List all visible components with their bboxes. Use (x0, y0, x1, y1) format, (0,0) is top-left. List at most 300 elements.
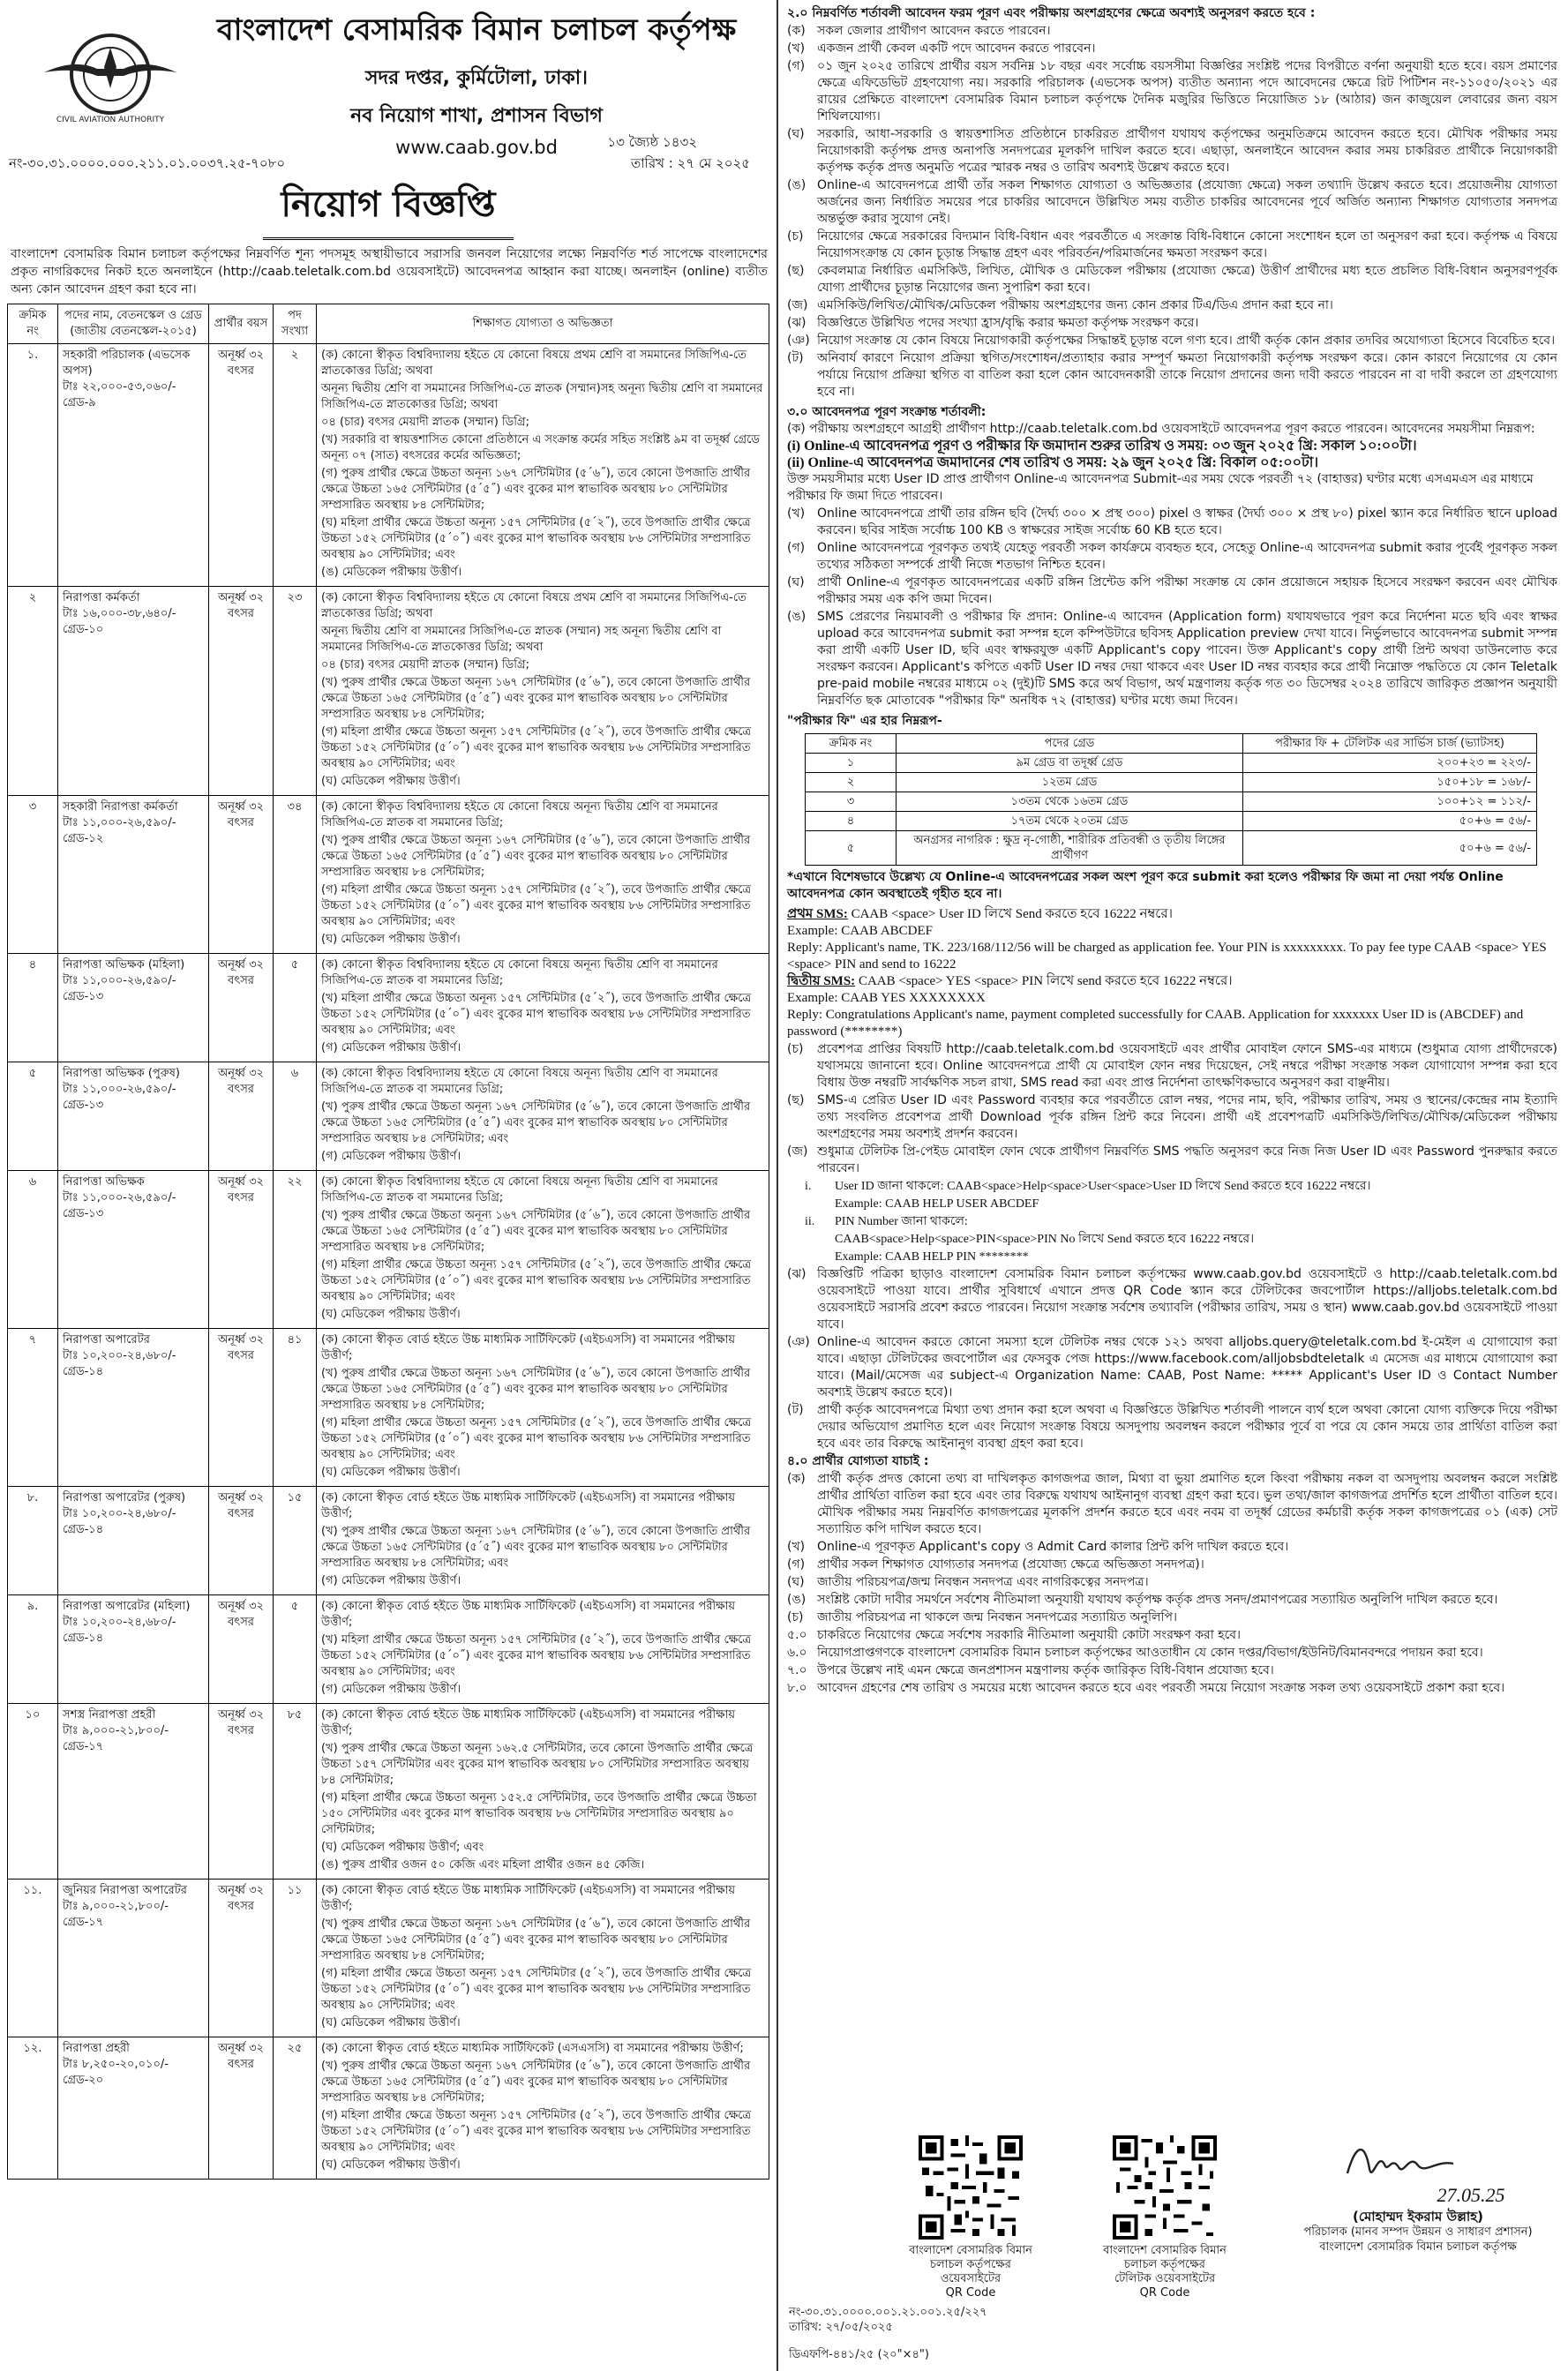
cell-age: অনূর্ধ্ব ৩২ বৎসর (209, 344, 274, 587)
requirement-line: (খ) পুরুষ প্রার্থীর ক্ষেত্রে উচ্চতা অনূন্য ১৬৭ সেন্টিমিটার (৫´৬˝), তবে কোনো উপজাতি প্রার্থীর ক্ষেত্রে উচ্চতা ১৬৫ সেন্টিমিটার (৫´৫˝) এবং বুকের মাপ স্বাভাবিক অবস্থায় ৮০ সেন্টিমিটার সম্প্রসারিত অবস্থায় ৮৪ সেন্টিমিটার; (321, 1917, 751, 1962)
requirement-line: (ঙ) মেডিকেল পরীক্ষায় উত্তীর্ণ। (321, 566, 462, 579)
condition-item-marker: (ট) (787, 351, 804, 365)
requirement-line: (খ) মহিলা প্রার্থীর ক্ষেত্রে উচ্চতা অনূন্য ১৫৭ সেন্টিমিটার (৫´২˝), তবে উপজাতি প্রার্থীর ক্ষেত্রে উচ্চতা ১৫২ সেন্টিমিটার (৫´০˝) এবং বুকের মাপ স্বাভাবিক অবস্থায় ৮৬ সেন্টিমিটার সম্প্রসারিত অবস্থায় ৯০ সেন্টিমিটার; এবং (321, 1633, 752, 1678)
info-item (787, 1092, 1557, 1143)
cell-post (58, 796, 209, 954)
qr-website-caption-3: ওয়েবসাইটের (940, 2272, 1002, 2285)
table-row (8, 954, 769, 1062)
requirement-line: (গ) মহিলা প্রার্থীর ক্ষেত্রে উচ্চতা অনূন্য ১৫৭ সেন্টিমিটার (৫´২˝), তবে উপজাতি প্রার্থীর ক্ষেত্রে উচ্চতা ১৫২ সেন্টিমিটার (৫´০˝) এবং বুকের মাপ স্বাভাবিক অবস্থায় ৮৬ সেন্টিমিটার সম্প্রসারিত অবস্থায় ৯০ সেন্টিমিটার; এবং (321, 1258, 752, 1303)
online-start-date: (i) Online-এ আবেদনপত্র পূরণ ও পরীক্ষার ফি জমাদান শুরুর তারিখ ও সময়: ০৩ জুন ২০২৫ খ্রি: সকাল ১০:০০টা। (787, 439, 1417, 454)
clause-item (787, 1680, 1557, 1697)
recover-item-marker (805, 1231, 835, 1248)
fee-grade: ১৭তম থেকে ২০তম গ্রেড (897, 812, 1243, 831)
org-name: বাংলাদেশ বেসামরিক বিমান চলাচল কর্তৃপক্ষ (216, 12, 737, 48)
fee-grade: ১২তম গ্রেড (897, 773, 1243, 792)
verify-item-marker: (ঘ) (787, 1575, 805, 1589)
info-item-marker: (জ) (787, 1144, 808, 1159)
cell-requirements (317, 1171, 769, 1329)
requirement-line: (ঙ) পুরুষ প্রার্থীর ওজন ৫০ কেজি এবং মহিলা প্রার্থীর ওজন ৪৫ কেজি। (321, 1858, 645, 1872)
cell-count: ৪১ (274, 1329, 317, 1487)
cell-age: অনূর্ধ্ব ৩২ বৎসর (209, 1595, 274, 1704)
info-item-marker: (ট) (787, 1403, 804, 1417)
post-grade: গ্রেড-১৪ (63, 1365, 104, 1378)
clause-item-marker: ৭.০ (787, 1663, 807, 1677)
org-address: সদর দপ্তর, কুর্মিটোলা, ঢাকা। (365, 67, 588, 89)
table-row (8, 2037, 769, 2180)
cell-serial: ১২. (8, 2037, 58, 2180)
cell-age: অনূর্ধ্ব ৩২ বৎসর (209, 1062, 274, 1171)
condition-item-marker: (জ) (787, 298, 808, 312)
requirement-line: (ঘ) মেডিকেল পরীক্ষায় উত্তীর্ণ। (321, 775, 461, 788)
post-grade: গ্রেড-১০ (63, 623, 104, 636)
fee-note: *এখানে বিশেষভাবে উল্লেখ্য যে Online-এ আবেদনপত্রের সকল অংশ পূরণ করে submit করা হলেও পরীক্ষার ফি জমা না দেয়া পর্যন্ত Online আবেদনপত্র কোন অবস্থাতেই গৃহীত হবে না। (787, 870, 1504, 901)
cell-post (58, 1171, 209, 1329)
verify-section (778, 1453, 1568, 1697)
fee-header-grade: পদের গ্রেড (897, 734, 1243, 754)
condition-item-marker: (চ) (787, 229, 804, 244)
online-item-text: প্রার্থী Online-এ পূরণকৃত আবেদনপত্রের একটি রঙ্গিন প্রিন্টেড কপি পরীক্ষা সংক্রান্ত যে কোন প্রয়োজনে সহায়ক হিসেবে সংরক্ষণ করবেন এবং মৌখিক পরীক্ষার সময় এক কপি জমা দিবেন। (817, 575, 1557, 606)
requirement-line: (গ) মেডিকেল পরীক্ষায় উত্তীর্ণ। (321, 1150, 461, 1163)
signature-date: 27.05.25 (1437, 2184, 1505, 2206)
post-name: নিরাপত্তা কর্মকর্তা (63, 591, 140, 604)
sms-reply-2: Reply: Congratulations Applicant's name, payment completed successfully for CAAB. Application for xxxxxxx User ID is (ABCDEF) and password (********) (787, 1008, 1524, 1039)
post-grade: গ্রেড-১৪ (63, 1523, 104, 1536)
posts-table (7, 304, 769, 2180)
cell-count: ৬ (274, 1062, 317, 1171)
cell-post (58, 954, 209, 1062)
cell-serial: ১. (8, 344, 58, 587)
fee-serial: ১ (806, 754, 897, 773)
cell-count: ৮৫ (274, 1704, 317, 1880)
requirement-line: (ঘ) মেডিকেল পরীক্ষায় উত্তীর্ণ। (321, 2016, 461, 2030)
online-heading: ৩.০ আবেদনপত্র পূরণ সংক্রান্ত শর্তাবলী: (787, 405, 987, 419)
info-item-text: প্রবেশপত্র প্রাপ্তির বিষয়টি http://caab.teletalk.com.bd ওয়েবসাইটে এবং প্রার্থীর মোবাইল ফোনে SMS-এর মাধ্যমে (শুধুমাত্র যোগ্য প্রার্থীদেরকে) যথাসময়ে জানানো হবে। Online আবেদনপত্রে প্রার্থী যে মোবাইল ফোন নম্বর দিয়েছেন, সেই নম্বরে পরীক্ষা সংক্রান্ত সকল যোগাযোগ সম্পন্ন করা হবে বিধায় উক্ত নম্বরটি সার্বক্ষণিক সচল রাখা, SMS read করা এবং প্রাপ্ত নির্দেশনা তাৎক্ষণিকভাবে অনুসরণ করা বাঞ্ছনীয়। (817, 1042, 1558, 1090)
date-bangla: ১৩ জ্যৈষ্ঠ ১৪৩২ (607, 134, 697, 150)
cell-serial: ৮. (8, 1487, 58, 1595)
cell-post (58, 1595, 209, 1704)
post-grade: গ্রেড-১৪ (63, 1632, 104, 1645)
condition-item-text: অনিবার্য কারণে নিয়োগ প্রক্রিয়া স্থগিত/সংশোধন/প্রত্যাহার করার সম্পূর্ণ ক্ষমতা নিয়োগকারী কর্তৃপক্ষ সংরক্ষণ করে। কোন কারণে নিয়োগের যে কোন পর্যায়ে নিয়োগ প্রক্রিয়া স্থগিত বা বাতিল করা হলে কোন আবেদনকারী তাকে নিয়োগ প্রদানের জন্য দাবী করতে পারবেন না বা দাবী করলে তা গ্রহণযোগ্য হবে না। (817, 351, 1557, 399)
table-row (8, 1704, 769, 1880)
cell-serial: ১১. (8, 1880, 58, 2037)
condition-item (787, 263, 1557, 296)
dfp-code: ডিএফপি-৪৪১/২৫ (২০"×৪") (789, 2348, 929, 2361)
verify-item-text: জাতীয় পরিচয়পত্র/জন্ম নিবন্ধন সনদপত্র এবং নাগরিকত্বের সনদপত্র। (817, 1575, 1149, 1589)
fee-amount: ৫০+৬ = ৫৬/- (1243, 812, 1537, 831)
table-row (8, 1329, 769, 1487)
requirement-line: (খ) পুরুষ প্রার্থীর ক্ষেত্রে উচ্চতা অনূন্য ১৬৭ সেন্টিমিটার (৫´৬˝), তবে কোনো উপজাতি প্রার্থীর ক্ষেত্রে উচ্চতা ১৬৫ সেন্টিমিটার (৫´৫˝) এবং বুকের মাপ স্বাভাবিক অবস্থায় ৮০ সেন্টিমিটার সম্প্রসারিত অবস্থায় ৮৪ সেন্টিমিটার; (321, 834, 751, 879)
condition-item-text: একজন প্রার্থী কেবল একটি পদে আবেদন করতে পারবেন। (817, 41, 1096, 56)
cell-requirements (317, 344, 769, 587)
clause-item (787, 1662, 1557, 1679)
cell-count: ১১ (274, 1880, 317, 2037)
posts-table-header (8, 304, 769, 344)
cell-count: ১৫ (274, 1487, 317, 1595)
recover-item-marker: ii. (805, 1215, 815, 1228)
cell-age: অনূর্ধ্ব ৩২ বৎসর (209, 954, 274, 1062)
info-item-text: প্রার্থী কর্তৃক আবেদনপত্রে মিথ্যা তথ্য প্রদান করা হলে অথবা এ বিজ্ঞপ্তিতে উল্লিখিত শর্তাবলী পালনে ব্যর্থ হলে অথবা কোনো যোগ্য ব্যক্তিকে দিয়ে পরীক্ষা দেয়ার অভিযোগ প্রমাণিত হলে এবং নিয়োগ সংক্রান্ত বিষয়ে অসদুপায় অবলম্বন করলে পরীক্ষার পূর্বে বা পরে যে কোন সময়ে তার প্রার্থিতা বাতিল করা হবে এবং তার বিরুদ্ধে আইনানুগ ব্যবস্থা গ্রহণ করা হবে। (817, 1403, 1557, 1451)
condition-item (787, 315, 1557, 332)
more-list-2 (787, 1266, 1557, 1452)
cell-count: ৫ (274, 1595, 317, 1704)
clause-item-marker: ৮.০ (787, 1681, 807, 1695)
fee-grade: ১৩তম থেকে ১৬তম গ্রেড (897, 792, 1243, 812)
cell-age: অনূর্ধ্ব ৩২ বৎসর (209, 1171, 274, 1329)
requirement-line: (ঘ) মেডিকেল পরীক্ষায় উত্তীর্ণ। (321, 933, 461, 946)
verify-item-marker: (গ) (787, 1557, 806, 1572)
fee-row (806, 831, 1537, 866)
cell-requirements (317, 2037, 769, 2180)
requirement-line: (খ) সরকারি বা স্বায়ত্তশাসিত কোনো প্রতিষ্ঠানে এ সংক্রান্ত কর্মের সহিত সংশ্লিষ্ট ৯ম বা তদূর্ধ্ব গ্রেডে অনূন্য ০৭ (সাত) বৎসরের কর্মের অভিজ্ঞতা; (321, 433, 760, 462)
requirement-line: (ক) কোনো স্বীকৃত বোর্ড হইতে উচ্চ মাধ্যমিক সার্টিফিকেট (এইচএসসি) বা সমমানের পরীক্ষায় উত্তীর্ণ; (321, 1600, 736, 1629)
verify-item (787, 1574, 1557, 1591)
qr-teletalk-caption-1: বাংলাদেশ বেসামরিক বিমান (1103, 2244, 1227, 2257)
post-name: নিরাপত্তা অপারেটর (মহিলা) (63, 1600, 191, 1613)
cell-serial: ৩ (8, 796, 58, 954)
fee-table (805, 733, 1537, 866)
post-grade: গ্রেড-১৩ (63, 990, 104, 1003)
post-grade: গ্রেড-১৭ (63, 1916, 104, 1929)
condition-item-marker: (গ) (787, 59, 806, 73)
cell-serial: ৪ (8, 954, 58, 1062)
info-item-marker: (ঝ) (787, 1267, 807, 1281)
recover-list (805, 1178, 1557, 1265)
post-name: জুনিয়র নিরাপত্তা অপারেটর (63, 1884, 187, 1897)
condition-item-marker: (ক) (787, 24, 806, 38)
clause-item-marker: ৫.০ (787, 1628, 807, 1642)
memo-date: তারিখ: ২৭/০৫/২০২৫ (789, 2321, 893, 2334)
condition-item-text: নিয়োগ সংক্রান্ত যে কোন বিষয়ে নিয়োগকারী কর্তৃপক্ষের সিদ্ধান্তই চূড়ান্ত বলে গণ্য হবে। প্রার্থী কর্তৃক কোন প্রকার তদবির অযোগ্যতা হিসেবে বিবেচিত হবে। (817, 334, 1556, 348)
cell-requirements (317, 1062, 769, 1171)
info-item (787, 1402, 1557, 1452)
post-scale: টাঃ ৯,০০০-২১,৮০০/- (63, 1724, 169, 1737)
requirement-line: (ক) কোনো স্বীকৃত বিশ্ববিদ্যালয় হইতে যে কোনো বিষয়ে অনূন্য দ্বিতীয় শ্রেণি বা সমমানের সিজিপিএ-তে স্নাতক বা সমমানের ডিগ্রি; (321, 1067, 718, 1096)
fee-heading: "পরীক্ষার ফি" এর হার নিম্নরূপ- (787, 714, 942, 728)
requirement-line: (খ) পুরুষ প্রার্থীর ক্ষেত্রে উচ্চতা অনূন্য ১৬৭ সেন্টিমিটার (৫´৬˝), তবে কোনো উপজাতি প্রার্থীর ক্ষেত্রে উচ্চতা ১৬৫ সেন্টিমিটার (৫´৫˝) এবং বুকের মাপ স্বাভাবিক অবস্থায় ৮০ সেন্টিমিটার সম্প্রসারিত অবস্থায় ৮৪ সেন্টিমিটার; (321, 2060, 751, 2105)
header-age: প্রার্থীর বয়স (209, 304, 274, 344)
recover-item-text: User ID জানা থাকলে: CAAB<space>Help<space>User<space>User ID লিখে Send করতে হবে 16222 নম্বরে। (835, 1180, 1371, 1193)
sms-second-label: দ্বিতীয় SMS: (787, 974, 856, 988)
header-qualification: শিক্ষাগত যোগ্যতা ও অভিজ্ঞতা (317, 304, 769, 344)
requirement-line: (ক) কোনো স্বীকৃত বোর্ড হইতে উচ্চ মাধ্যমিক সার্টিফিকেট (এইচএসসি) বা সমমানের পরীক্ষায় উত্তীর্ণ; (321, 1708, 736, 1737)
sms-first-label: প্রথম SMS: (787, 907, 848, 921)
requirement-line: (খ) পুরুষ প্রার্থীর ক্ষেত্রে উচ্চতা অনূন্য ১৬৭ সেন্টিমিটার (৫´৬˝), তবে কোনো উপজাতি প্রার্থীর ক্ষেত্রে উচ্চতা ১৬৫ সেন্টিমিটার (৫´৫˝) এবং বুকের মাপ স্বাভাবিক অবস্থায় ৮০ সেন্টিমিটার সম্প্রসারিত অবস্থায় ৮৪ সেন্টিমিটার; এবং (321, 1100, 751, 1145)
conditions-heading: ২.০ নিম্নবর্ণিত শর্তাবলী আবেদন ফরম পূরণ এবং পরীক্ষায় অংশগ্রহণের ক্ষেত্রে অবশ্যই অনুসরণ করতে হবে : (787, 6, 1316, 20)
sms-section (778, 906, 1568, 1040)
cell-requirements (317, 587, 769, 796)
recover-item-text: Example: CAAB HELP USER ABCDEF (835, 1197, 1039, 1211)
recover-item-text: Example: CAAB HELP PIN ******** (835, 1250, 1029, 1264)
page-title: নিয়োগ বিজ্ঞপ্তি (263, 176, 513, 240)
recover-item-marker (805, 1249, 835, 1265)
online-end-date: (ii) Online-এ আবেদনপত্র জমাদানের শেষ তারিখ ও সময়: ২৯ জুন ২০২৫ খ্রি: বিকাল ০৫:০০টা। (787, 455, 1319, 470)
cell-age: অনূর্ধ্ব ৩২ বৎসর (209, 796, 274, 954)
sms-example-2: Example: CAAB YES XXXXXXXX (787, 991, 986, 1005)
post-scale: টাঃ ১০,২০০-২৪,৬৮০/- (63, 1349, 176, 1362)
info-item-text: Online-এ আবেদন করতে কোনো সমস্যা হলে টেলিটক নম্বর থেকে ১২১ অথবা alljobs.query@teletalk.com.bd ই-মেইল এ যোগাযোগ করা যাবে। এছাড়া টেলিটকের জবপোর্টাল এর ফেসবুক পেজ https://www.facebook.com/alljobsbdteletalk এ মেসেজ এর মাধ্যমে যোগাযোগ করা যাবে। (Mail/মেসেজ এর subject-এ Organization Name: CAAB, Post Name: ***** Applicant's User ID ও Contact Number অবশ্যই উল্লেখ করতে হবে)। (817, 1335, 1557, 1399)
qr-teletalk-caption-2: চলাচল কর্তৃপক্ষের (1124, 2258, 1205, 2271)
cell-post (58, 2037, 209, 2180)
post-name: সশস্ত্র নিরাপত্তা প্রহরী (63, 1708, 156, 1722)
condition-item-text: Online-এ আবেদনপত্রে প্রার্থী তাঁর সকল শিক্ষাগত যোগ্যতা ও অভিজ্ঞতার (প্রযোজ্য ক্ষেত্রে) সকল তথ্যাদি উল্লেখ করতে হবে। প্রয়োজনীয় যোগ্যতা অর্জনের জন্য নির্ধারিত সময়ের পরে চাকরির আবেদনে উল্লিখিত সময় ব্যতীত চাকরির আবেদনের পূর্বে অর্জিত অন্যান্য শিক্ষাগত যোগ্যতার সনদপত্র অন্তর্ভুক্ত করার সুযোগ নেই। (817, 178, 1558, 226)
condition-item-text: নিয়োগের ক্ষেত্রে সরকারের বিদ্যমান বিধি-বিধান এবং পরবর্তীতে এ সংক্রান্ত বিধি-বিধানে কোনো সংশোধন হলে তা অনুসরণ করা হবে। কর্তৃপক্ষ এ বিষয়ে নিয়োগসংক্রান্ত যে কোন চূড়ান্ত সিদ্ধান্ত গ্রহণ এবং পরিবর্তন/পরিমার্জনের ক্ষমতা সংরক্ষণ করে। (817, 229, 1557, 260)
requirement-line: (ক) কোনো স্বীকৃত বিশ্ববিদ্যালয় হইতে যে কোনো বিষয়ে প্রথম শ্রেণি বা সমমানের সিজিপিএ-তে স্নাতকোত্তর ডিগ্রি; অথবা (321, 591, 746, 620)
cell-age: অনূর্ধ্ব ৩২ বৎসর (209, 2037, 274, 2180)
fee-header-serial: ক্রমিক নং (806, 734, 897, 754)
cell-requirements (317, 1704, 769, 1880)
recover-item (805, 1231, 1557, 1248)
table-row (8, 1595, 769, 1704)
condition-item (787, 41, 1557, 57)
cell-serial: ৯. (8, 1595, 58, 1704)
fee-amount: ১৫০+১৮ = ১৬৮/- (1243, 773, 1537, 792)
table-row (8, 1880, 769, 2037)
condition-item-marker: (ঝ) (787, 316, 807, 330)
online-item-marker: (খ) (787, 506, 806, 521)
requirement-line: (গ) পুরুষ প্রার্থীর ক্ষেত্রে উচ্চতা অনূন্য ১৬৭ সেন্টিমিটার (৫´৬˝), তবে কোনো উপজাতি প্রার্থীর ক্ষেত্রে উচ্চতা ১৬৫ সেন্টিমিটার (৫´৫˝) এবং বুকের মাপ স্বাভাবিক অবস্থায় ৮০ সেন্টিমিটার সম্প্রসারিত অবস্থায় ৮৪ সেন্টিমিটার; (321, 467, 751, 512)
condition-item (787, 229, 1557, 262)
more-list (787, 1041, 1557, 1177)
cell-requirements (317, 796, 769, 954)
recover-item-text: CAAB<space>Help<space>PIN<space>PIN No লিখে Send করতে হবে 16222 নম্বরে। (835, 1233, 1255, 1246)
condition-item-marker: (ঘ) (787, 127, 805, 141)
requirement-line: (গ) মেডিকেল পরীক্ষায় উত্তীর্ণ। (321, 1041, 461, 1054)
cell-serial: ৫ (8, 1062, 58, 1171)
condition-item (787, 297, 1557, 314)
cell-serial: ৭ (8, 1329, 58, 1487)
qr-code-icon[interactable] (919, 2135, 1023, 2240)
date-label: তারিখ : (630, 155, 673, 171)
verify-item-text: প্রার্থীর সকল শিক্ষাগত যোগ্যতার সনদপত্র (প্রযোজ্য ক্ষেত্রে অভিজ্ঞতা সনদপত্র)। (817, 1557, 1204, 1572)
requirement-line: (খ) পুরুষ প্রার্থীর ক্ষেত্রে উচ্চতা অনূন্য ১৬২.৫ সেন্টিমিটার, তবে কোনো উপজাতি প্রার্থীর ক্ষেত্রে উচ্চতা ১৫৭ সেন্টিমিটার এবং বুকের মাপ স্বাভাবিক অবস্থায় ৮০ সেন্টিমিটার সম্প্রসারিত অবস্থায় ৮৪ সেন্টিমিটার; (321, 1742, 754, 1787)
qr-teletalk-caption-3: টেলিটক ওয়েবসাইটের (1114, 2272, 1216, 2285)
requirement-line: অনূন্য দ্বিতীয় শ্রেণি বা সমমানের সিজিপিএ-তে স্নাতক (সম্মান)সহ অনূন্য দ্বিতীয় শ্রেণি বা সমমানের সিজিপিএ-তে স্নাতকোত্তর ডিগ্রি; অথবা (321, 382, 763, 411)
requirement-line: (গ) মহিলা প্রার্থীর ক্ষেত্রে উচ্চতা অনূন্য ১৫৭ সেন্টিমিটার (৫´২˝), তবে উপজাতি প্রার্থীর ক্ষেত্রে উচ্চতা ১৫২ সেন্টিমিটার (৫´০˝) এবং বুকের মাপ স্বাভাবিক অবস্থায় ৮৬ সেন্টিমিটার সম্প্রসারিত অবস্থায় ৯০ সেন্টিমিটার; এবং (321, 2109, 752, 2154)
conditions-list (787, 23, 1557, 401)
info-item-marker: (ছ) (787, 1093, 805, 1107)
info-item-marker: (ঞ) (787, 1335, 810, 1349)
recover-item-text: PIN Number জানা থাকলে: (835, 1215, 968, 1228)
condition-item-text: কেবলমাত্র নির্ধারিত এমসিকিউ, লিখিত, মৌখিক ও মেডিকেল পরীক্ষায় (প্রযোজ্য ক্ষেত্রে) উত্তীর্ণ প্রার্থীদের মধ্য হতে প্রচলিত বিধি-বিধান অনুসরণপূর্বক যোগ্য প্রার্থীদের চূড়ান্ত নিয়োগের জন্য সুপারিশ করা হবে। (817, 264, 1557, 295)
requirement-line: (ক) কোনো স্বীকৃত বিশ্ববিদ্যালয় হইতে যে কোনো বিষয়ে প্রথম শ্রেণি বা সমমানের সিজিপিএ-তে স্নাতকোত্তর ডিগ্রি; অথবা (321, 349, 746, 378)
requirement-line: (ক) কোনো স্বীকৃত বিশ্ববিদ্যালয় হইতে যে কোনো বিষয়ে অনূন্য দ্বিতীয় শ্রেণি বা সমমানের সিজিপিএ-তে স্নাতক বা সমমানের ডিগ্রি; (321, 1175, 718, 1204)
cell-age: অনূর্ধ্ব ৩২ বৎসর (209, 587, 274, 796)
post-scale: টাঃ ১১,০০০-২৬,৫৯০/- (63, 974, 176, 987)
requirement-line: ০৪ (চার) বৎসর মেয়াদী স্নাতক (সম্মান) ডিগ্রি; (321, 416, 530, 429)
info-item (787, 1041, 1557, 1092)
post-grade: গ্রেড-২০ (63, 2074, 104, 2087)
requirement-line: (গ) মহিলা প্রার্থীর ক্ষেত্রে উচ্চতা অনূন্য ১৫৭ সেন্টিমিটার (৫´২˝), তবে উপজাতি প্রার্থীর ক্ষেত্রে উচ্চতা ১৫২ সেন্টিমিটার (৫´০˝) এবং বুকের মাপ স্বাভাবিক অবস্থায় ৮৬ সেন্টিমিটার সম্প্রসারিত অবস্থায় ৯০ সেন্টিমিটার; এবং (321, 883, 752, 928)
requirement-line: (গ) মহিলা প্রার্থীর ক্ষেত্রে উচ্চতা অনূন্য ১৫৭ সেন্টিমিটার (৫´২˝), তবে উপজাতি প্রার্থীর ক্ষেত্রে উচ্চতা ১৫২ সেন্টিমিটার (৫´০˝) এবং বুকের মাপ স্বাভাবিক অবস্থায় ৮৬ সেন্টিমিটার সম্প্রসারিত অবস্থায় ৯০ সেন্টিমিটার; এবং (321, 1416, 752, 1461)
cell-post (58, 1880, 209, 2037)
verify-item-marker: (চ) (787, 1610, 804, 1624)
table-row (8, 587, 769, 796)
right-column (776, 0, 1568, 2371)
header-serial: ক্রমিক নং (8, 304, 58, 344)
requirement-line: (ঘ) মেডিকেল পরীক্ষায় উত্তীর্ণ। (321, 2158, 461, 2172)
condition-item-marker: (ঞ) (787, 334, 810, 348)
memo-block (789, 2305, 987, 2362)
signer-org: বাংলাদেশ বেসামরিক বিমান চলাচল কর্তৃপক্ষ (1319, 2240, 1517, 2254)
cell-serial: ১০ (8, 1704, 58, 1880)
requirement-line: (গ) মেডিকেল পরীক্ষায় উত্তীর্ণ। (321, 1683, 461, 1696)
post-grade: গ্রেড-১৩ (63, 1099, 104, 1112)
verify-item-text: Online-এ পূরণকৃত Applicant's copy ও Admit Card কালার প্রিন্ট কপি দাখিল করতে হবে। (817, 1540, 1289, 1554)
post-grade: গ্রেড-১২ (63, 832, 104, 845)
post-scale: টাঃ ৯,০০০-২১,৮০০/- (63, 1900, 169, 1913)
clause-item-text: চাকরিতে নিয়োগের ক্ষেত্রে সর্বশেষ সরকারি নীতিমালা অনুযায়ী কোটা সংরক্ষণ করা হবে। (817, 1628, 1242, 1642)
condition-item (787, 177, 1557, 228)
post-name: নিরাপত্তা অভিক্ষক (মহিলা) (63, 958, 185, 972)
requirement-line: (ক) কোনো স্বীকৃত বিশ্ববিদ্যালয় হইতে যে কোনো বিষয়ে অনূন্য দ্বিতীয় শ্রেণি বা সমমানের সিজিপিএ-তে স্নাতক বা সমমানের ডিগ্রি; (321, 800, 718, 829)
qr-teletalk-caption-4: QR Code (1139, 2286, 1190, 2300)
condition-item-text: সরকারি, আধা-সরকারি ও স্বায়ত্তশাসিত প্রতিষ্ঠানে চাকরিরত প্রার্থীগণ যথাযথ কর্তৃপক্ষের অনুমতিক্রমে আবেদন করতে হবে। মৌখিক পরীক্ষার সময় নিয়োগকারী কর্তৃপক্ষ প্রদত্ত অনাপত্তি সনদপত্রের মূলকপি দাখিল করতে হবে। এছাড়া, অনলাইনে আবেদন করার সময় চাকরিরত প্রার্থীকে নিয়োগকারী কর্তৃপক্ষ কর্তৃক প্রদত্ত অনুমতি পত্রের স্মারক নম্বর ও তারিখ অবশ্যই উল্লেখ করতে হবে। (817, 127, 1557, 175)
verify-item-text: সংশ্লিষ্ট কোটা দাবীর সমর্থনে সর্বশেষ নীতিমালা অনুযায়ী যথাযথ কর্তৃপক্ষ কর্তৃক প্রদত্ত সনদ/প্রমাণপত্রের সত্যায়িত অনুলিপি দাখিল করতে হবে। (817, 1593, 1498, 1607)
post-grade: গ্রেড-১৭ (63, 1740, 104, 1753)
online-item-text: SMS প্রেরণের নিয়মাবলী ও পরীক্ষার ফি প্রদান: Online-এ আবেদন (Application form) যথাযথভাবে পূরণ করে নির্দেশনা মতে ছবি এবং স্বাক্ষর upload করে আবেদনপত্র submit করা সম্পন্ন হলে কম্পিউটারে ছবিসহ Application preview দেখা যাবে। নির্ভুলভাবে আবেদনপত্র submit সম্পন্ন করা প্রার্থী একটি User ID, ছবি এবং স্বাক্ষরযুক্ত একটি Applicant's copy পাবেন। উক্ত Applicant's copy প্রার্থী প্রিন্ট অথবা ডাউনলোড করে সংরক্ষণ করবেন। Applicant's কপিতে একটি User ID নম্বর দেয়া থাকবে এবং User ID নম্বর ব্যবহার করে প্রার্থী নিম্নোক্ত পদ্ধতিতে যে কোন Teletalk pre-paid mobile নম্বরের মাধ্যমে ০২ (দুই)টি SMS করে অর্থ বিভাগ, অর্থ মন্ত্রণালয় কর্তৃক গত ৩০ ডিসেম্বর ২০২৪ তারিখে জারিকৃত প্রজ্ঞাপন অনুযায়ী নিম্নবর্ণিত ছক মোতাবেক "পরীক্ষার ফি" অনধিক ৭২ (বাহাত্তর) ঘণ্টার মধ্যে জমা দিবেন। (817, 610, 1557, 708)
requirement-line: (গ) মহিলা প্রার্থীর ক্ষেত্রে উচ্চতা অনূন্য ১৫৭ সেন্টিমিটার (৫´২˝), তবে উপজাতি প্রার্থীর ক্ষেত্রে উচ্চতা ১৫২ সেন্টিমিটার (৫´০˝) এবং বুকের মাপ স্বাভাবিক অবস্থায় ৮৬ সেন্টিমিটার সম্প্রসারিত অবস্থায় ৯০ সেন্টিমিটার; এবং (321, 1967, 752, 2012)
org-website[interactable]: www.caab.gov.bd (395, 137, 558, 158)
sms-first-text: CAAB <space> User ID লিখে Send করতে হবে 16222 নম্বরে। (851, 907, 1173, 921)
clause-item-text: নিয়োগপ্রাপ্তগণকে বাংলাদেশ বেসামরিক বিমান চলাচল কর্তৃপক্ষের আওতাধীন যে কোন দপ্তর/বিভাগ/ইউনিট/বিমানবন্দরে পদায়ন করা হবে। (817, 1646, 1483, 1660)
condition-item-text: এমসিকিউ/লিখিত/মৌখিক/মেডিকেল পরীক্ষায় অংশগ্রহণের জন্য কোন প্রকার টিএ/ডিএ প্রদান করা হবে না। (817, 298, 1333, 312)
fee-serial: ৩ (806, 792, 897, 812)
qr-website-caption-2: চলাচল কর্তৃপক্ষের (930, 2258, 1011, 2271)
post-scale: টাঃ ১১,০০০-২৬,৫৯০/- (63, 816, 176, 829)
post-scale: টাঃ ২২,০০০-৫৩,০৬০/- (63, 380, 176, 394)
post-scale: টাঃ ৮,২৫০-২০,০১০/- (63, 2058, 169, 2071)
cell-serial: ৬ (8, 1171, 58, 1329)
verify-item-marker: (ঙ) (787, 1593, 807, 1607)
post-name: সহকারী নিরাপত্তা কর্মকর্তা (63, 800, 178, 814)
verify-item-text: জাতীয় পরিচয়পত্র না থাকলে জন্ম নিবন্ধন সনদপত্রের সত্যায়িত অনুলিপি। (817, 1610, 1177, 1624)
qr-teletalk-block (1077, 2135, 1253, 2300)
cell-requirements (317, 1487, 769, 1595)
post-name: নিরাপত্তা অপারেটর (পুরুষ) (63, 1491, 186, 1504)
info-item-text: শুধুমাত্র টেলিটক প্রি-পেইড মোবাইল ফোন থেকে প্রার্থীগণ নিম্নবর্ণিত SMS পদ্ধতি অনুসরণ করে নিজ নিজ User ID এবং Password পুনরুদ্ধার করতে পারবেন। (817, 1144, 1557, 1175)
condition-item-text: ০১ জুন ২০২৫ তারিখে প্রার্থীর বয়স সর্বনিম্ন ১৮ বছর এবং সর্বোচ্চ বয়সসীমা বিজ্ঞপ্তির সংশ্লিষ্ট পদের বিপরীতে বর্ণনা অনুযায়ী হতে হবে। বয়স প্রমাণের ক্ষেত্রে এফিডেভিট গ্রহণযোগ্য নয়। সরকারি পরিচালক (এভসেক অপস) ব্যতীত অন্যান্য পদে আবেদনের ক্ষেত্রে রিট পিটিশন নং-১১০৫০/২০২১ এর রায়ের প্রেক্ষিতে বাংলাদেশ বেসামরিক বিমান চলাচল কর্তৃপক্ষে দৈনিক মজুরির ভিত্তিতে নিয়োজিত ১৮ (আঠার) জন কাজুয়েল লেবারের জন্য বয়স শিথিলযোগ্য। (817, 59, 1557, 124)
sms-example-1: Example: CAAB ABCDEF (787, 924, 934, 938)
reference-number: নং-৩০.৩১.০০০০.০০০.২১১.০১.০০৩৭.২৫-৭০৮০ (9, 155, 286, 171)
cell-post (58, 1329, 209, 1487)
qr-website-caption-4: QR Code (945, 2286, 996, 2300)
verify-item (787, 1557, 1557, 1573)
post-name: নিরাপত্তা প্রহরী (63, 2042, 130, 2055)
fee-section (778, 713, 1568, 730)
verify-item (787, 1471, 1557, 1538)
condition-item-marker: (ছ) (787, 264, 805, 278)
online-section (778, 404, 1568, 709)
online-item-marker: (ঙ) (787, 610, 807, 624)
more-section (778, 1041, 1568, 1452)
recover-item (805, 1178, 1557, 1195)
condition-item-text: সকল জেলার প্রার্থীগণ আবেদন করতে পারবেন। (817, 24, 1051, 38)
fee-row (806, 773, 1537, 792)
requirement-line: (ক) কোনো স্বীকৃত বোর্ড হইতে উচ্চ মাধ্যমিক সার্টিফিকেট (এইচএসসি) বা সমমানের পরীক্ষায় উত্তীর্ণ; (321, 1884, 736, 1913)
requirement-line: (ক) কোনো স্বীকৃত বোর্ড হইতে উচ্চ মাধ্যমিক সার্টিফিকেট (এইচএসসি) বা সমমানের পরীক্ষায় উত্তীর্ণ; (321, 1491, 736, 1520)
recover-item (805, 1196, 1557, 1212)
recover-item (805, 1249, 1557, 1265)
requirement-line: (খ) পুরুষ প্রার্থীর ক্ষেত্রে উচ্চতা অনূন্য ১৬৭ সেন্টিমিটার (৫´৬˝), তবে কোনো উপজাতি প্রার্থীর ক্ষেত্রে উচ্চতা ১৬৫ সেন্টিমিটার (৫´৫˝) এবং বুকের মাপ স্বাভাবিক অবস্থায় ৮০ সেন্টিমিটার সম্প্রসারিত অবস্থায় ৮৪ সেন্টিমিটার; (321, 1209, 751, 1254)
fee-amount: ২০০+২৩ = ২২৩/- (1243, 754, 1537, 773)
online-item-text: Online আবেদনপত্রে পূরণকৃত তথ্যই যেহেতু পরবর্তী সকল কার্যক্রমে ব্যবহৃত হবে, সেহেতু Online-এ আবেদনপত্র submit করার পূর্বেই পূরণকৃত সকল তথ্যের সঠিকতা সম্পর্কে প্রার্থী নিজে শতভাগ নিশ্চিত হবেন। (817, 541, 1557, 572)
cell-age: অনূর্ধ্ব ৩২ বৎসর (209, 1880, 274, 2037)
fee-serial: ৪ (806, 812, 897, 831)
online-after: উক্ত সময়সীমার মধ্যে User ID প্রাপ্ত প্রার্থীগণ Online-এ আবেদনপত্র Submit-এর সময় থেকে পরবর্তী ৭২ (বাহাত্তর) ঘণ্টার মধ্যে এসএমএস এর মাধ্যমে পরীক্ষার ফি জমা দিতে পারবেন। (787, 472, 1534, 503)
qr-website-block (882, 2135, 1059, 2300)
post-scale: টাঃ ১১,০০০-২৬,৫৯০/- (63, 1083, 176, 1096)
table-row (8, 1487, 769, 1595)
post-grade: গ্রেড-১৩ (63, 1207, 104, 1220)
requirement-line: (ক) কোনো স্বীকৃত বোর্ড হইতে উচ্চ মাধ্যমিক সার্টিফিকেট (এইচএসসি) বা সমমানের পরীক্ষায় উত্তীর্ণ; (321, 1333, 736, 1362)
cell-requirements (317, 954, 769, 1062)
org-section: নব নিয়োগ শাখা, প্রশাসন বিভাগ (350, 105, 603, 127)
post-name: নিরাপত্তা অভিক্ষক (পুরুষ) (63, 1067, 180, 1080)
fee-table-header (806, 734, 1537, 754)
post-name: নিরাপত্তা অপারেটর (63, 1333, 150, 1347)
requirement-line: (খ) পুরুষ প্রার্থীর ক্ষেত্রে উচ্চতা অনূন্য ১৬৭ সেন্টিমিটার (৫´৬˝), তবে কোনো উপজাতি প্রার্থীর ক্ষেত্রে উচ্চতা ১৬৫ সেন্টিমিটার (৫´৫˝) এবং বুকের মাপ স্বাভাবিক অবস্থায় ৮০ সেন্টিমিটার সম্প্রসারিত অবস্থায় ৮৪ সেন্টিমিটার; এবং (321, 1525, 751, 1570)
verify-item (787, 1609, 1557, 1626)
requirement-line: (খ) মহিলা প্রার্থীর ক্ষেত্রে উচ্চতা অনূন্য ১৫৭ সেন্টিমিটার (৫´২˝), তবে উপজাতি প্রার্থীর ক্ষেত্রে উচ্চতা ১৫২ সেন্টিমিটার (৫´০˝) এবং বুকের মাপ স্বাভাবিক অবস্থায় ৮৬ সেন্টিমিটার সম্প্রসারিত অবস্থায় ৯০ সেন্টিমিটার; এবং (321, 992, 752, 1037)
condition-item (787, 126, 1557, 176)
requirement-line: (ঘ) মেডিকেল পরীক্ষায় উত্তীর্ণ। (321, 1308, 461, 1321)
signer-name: (মোহাম্মদ ইকরাম উল্লাহ) (1353, 2209, 1483, 2225)
verify-item-marker: (খ) (787, 1540, 806, 1554)
fee-serial: ৫ (806, 831, 897, 866)
signature-block (1272, 2134, 1564, 2255)
requirement-line: (গ) মহিলা প্রার্থীর ক্ষেত্রে উচ্চতা অনূন্য ১৫৭ সেন্টিমিটার (৫´২˝), তবে উপজাতি প্রার্থীর ক্ষেত্রে উচ্চতা ১৫২ সেন্টিমিটার (৫´০˝) এবং বুকের মাপ স্বাভাবিক অবস্থায় ৮৬ সেন্টিমিটার সম্প্রসারিত অবস্থায় ৯০ সেন্টিমিটার; এবং (321, 725, 752, 770)
svg-text:CIVIL AVIATION AUTHORITY: CIVIL AVIATION AUTHORITY (56, 116, 165, 124)
condition-item (787, 350, 1557, 401)
sms-second (787, 973, 1557, 990)
info-item (787, 1144, 1557, 1177)
clause-item (787, 1645, 1557, 1662)
cell-post (58, 1487, 209, 1595)
table-row (8, 344, 769, 587)
conditions-section (778, 0, 1568, 401)
info-item (787, 1266, 1557, 1333)
requirement-line: অনূন্য দ্বিতীয় শ্রেণি বা সমমানের সিজিপিএ-তে স্নাতক (সম্মান) সহ অনূন্য দ্বিতীয় শ্রেণি বা সমমানের সিজিপিএ-তে স্নাতকোত্তর ডিগ্রি; অথবা (321, 625, 722, 654)
requirement-line: (ক) কোনো স্বীকৃত বোর্ড হইতে মাধ্যমিক সার্টিফিকেট (এসএসসি) বা সমমানের পরীক্ষায় উত্তীর্ণ; (321, 2042, 744, 2055)
verify-item (787, 1539, 1557, 1556)
cell-count: ৫ (274, 954, 317, 1062)
intro-paragraph: বাংলাদেশ বেসামরিক বিমান চলাচল কর্তৃপক্ষের নিম্নবর্ণিত শূন্য পদসমূহ অস্থায়ীভাবে সরাসরি জনবল নিয়োগের লক্ষ্যে নিম্নবর্ণিত শর্ত সাপেক্ষে বাংলাদেশের প্রকৃত নাগরিকদের নিকট হতে অনলাইনে (http://caab.teletalk.com.bd ওয়েবসাইটে) আবেদনপত্র আহ্বান করা যাচ্ছে। অনলাইন (online) ব্যতীত অন্য কোন আবেদন গ্রহণ করা হবে না। (11, 247, 768, 296)
online-item-text: Online আবেদনপত্রে প্রার্থী তার রঙ্গিন ছবি (দৈর্ঘ্য ৩০০ × প্রস্থ ৩০০) pixel ও স্বাক্ষর (দৈর্ঘ্য ৩০০ × প্রস্থ ৮০) pixel স্ক্যান করে নির্ধারিত স্থানে upload করবেন। ছবির সাইজ সর্বোচ্চ 100 KB ও স্বাক্ষরের সাইজ সর্বোচ্চ 60 KB হতে হবে। (817, 506, 1557, 537)
post-scale: টাঃ ১০,২০০-২৪,৬৮০/- (63, 1616, 176, 1629)
cell-count: ৩৪ (274, 796, 317, 954)
condition-item-text: বিজ্ঞপ্তিতে উল্লিখিত পদের সংখ্যা হ্রাস/বৃদ্ধি করার ক্ষমতা কর্তৃপক্ষ সংরক্ষণ করে। (817, 316, 1199, 330)
caab-logo-icon (35, 23, 185, 129)
post-name: নিরাপত্তা অভিক্ষক (63, 1175, 145, 1189)
online-item-marker: (গ) (787, 541, 806, 555)
requirement-line: (ঘ) মহিলা প্রার্থীর ক্ষেত্রে উচ্চতা অনূন্য ১৫৭ সেন্টিমিটার (৫´২˝), তবে উপজাতি প্রার্থীর ক্ষেত্রে উচ্চতা ১৫২ সেন্টিমিটার (৫´০˝) এবং বুকের মাপ স্বাভাবিক অবস্থায় ৮৬ সেন্টিমিটার সম্প্রসারিত অবস্থায় ৯০ সেন্টিমিটার; এবং (321, 516, 751, 561)
verify-item (787, 1592, 1557, 1609)
online-intro: (ক) পরীক্ষায় অংশগ্রহণে আগ্রহী প্রার্থীগণ http://caab.teletalk.com.bd ওয়েবসাইটে আবেদনপত্র পূরণ করতে পারবেন। আবেদনের সময়সীমা নিম্নরূপ: (787, 422, 1535, 436)
fee-grade: অনগ্রসর নাগরিক : ক্ষুদ্র নৃ-গোষ্ঠী, শারীরিক প্রতিবন্ধী ও তৃতীয় লিঙ্গের প্রার্থীগণ (897, 831, 1243, 866)
qr-code-icon[interactable] (1113, 2135, 1217, 2240)
post-scale: টাঃ ১০,২০০-২৪,৬৮০/- (63, 1507, 176, 1520)
cell-age: অনূর্ধ্ব ৩২ বৎসর (209, 1329, 274, 1487)
recover-item (805, 1213, 1557, 1230)
cell-requirements (317, 1595, 769, 1704)
title-wrap (0, 176, 776, 240)
table-row (8, 796, 769, 954)
post-scale: টাঃ ১৬,০০০-৩৮,৬৪০/- (63, 607, 176, 620)
cell-count: ২৩ (274, 587, 317, 796)
recover-item-marker (805, 1196, 835, 1212)
info-item-marker: (চ) (787, 1042, 804, 1056)
verify-list (787, 1471, 1557, 1626)
